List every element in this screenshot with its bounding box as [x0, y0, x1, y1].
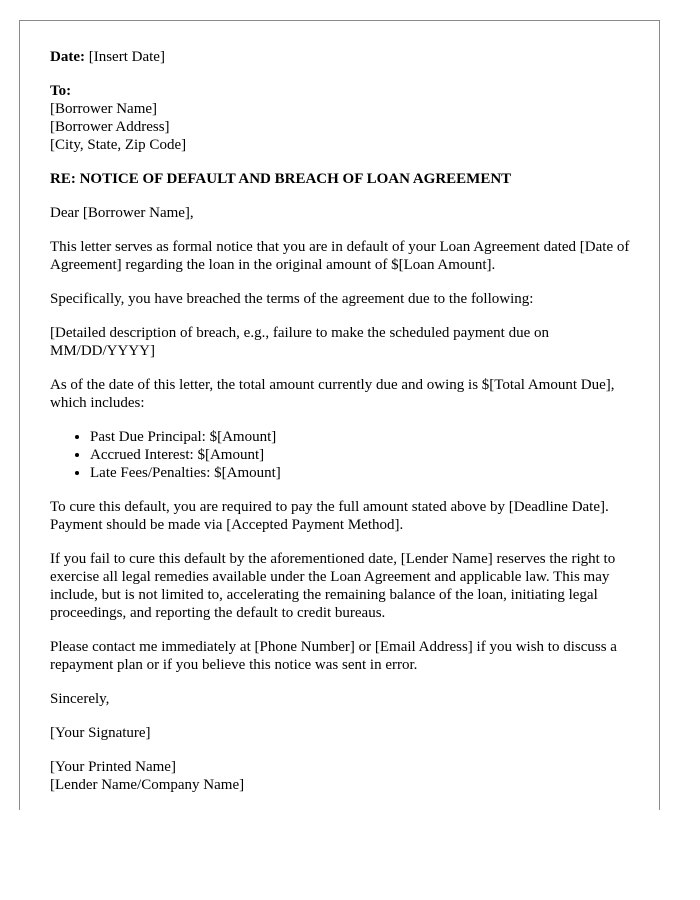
signature: [Your Signature] [50, 725, 151, 741]
borrower-name: [Borrower Name] [50, 101, 158, 117]
paragraph-breach-intro: Specifically, you have breached the terms of the agreement due to the following: [50, 291, 534, 307]
to-label: To: [50, 83, 72, 99]
recipient-block [50, 82, 640, 154]
paragraph-contact: Please contact me immediately at [Phone Number] or [Email Address] if you wish to discuss a repayment plan or if you believe this notice was sent in error. [50, 639, 617, 673]
salutation: Dear [Borrower Name], [50, 205, 194, 221]
date-label: Date: [50, 49, 85, 65]
paragraph-legal-remedies: If you fail to cure this default by the aforementioned date, [Lender Name] reserves the right to exercise all legal remedies available under the Loan Agreement and applicable law. This may include, but is not limited to, accelerating the remaining balance of the loan, initiating legal proceedings, and reporting the default to credit bureaus. [50, 551, 616, 621]
paragraph-breach-description: [Detailed description of breach, e.g., failure to make the scheduled payment due on MM/DD/YYYY] [50, 325, 549, 359]
paragraph-default-notice: This letter serves as formal notice that you are in default of your Loan Agreement dated [Date of Agreement] regarding the loan in the original amount of $[Loan Amount]. [50, 239, 630, 273]
closing: Sincerely, [50, 691, 110, 707]
list-item: • Past Due Principal: $[Amount] [90, 428, 640, 446]
paragraph-amount-due: As of the date of this letter, the total amount currently due and owing is $[Total Amount Due], which includes: [50, 377, 615, 411]
letter-page [19, 20, 660, 810]
paragraph-cure-instructions: To cure this default, you are required to pay the full amount stated above by [Deadline Date]. Payment should be made via [Accepted Payment Method]. [50, 499, 609, 533]
borrower-address: [Borrower Address] [50, 119, 170, 135]
list-item: • Accrued Interest: $[Amount] [90, 446, 640, 464]
date-value: [Insert Date] [88, 49, 165, 65]
company-name: [Lender Name/Company Name] [50, 777, 245, 793]
printed-name: [Your Printed Name] [50, 759, 176, 775]
city-state-zip: [City, State, Zip Code] [50, 137, 187, 153]
letter-content [50, 48, 640, 794]
amount-breakdown-list [50, 428, 640, 482]
list-item: • Late Fees/Penalties: $[Amount] [90, 464, 640, 482]
date-line [50, 48, 640, 66]
subject-line: RE: NOTICE OF DEFAULT AND BREACH OF LOAN AGREEMENT [50, 171, 512, 187]
